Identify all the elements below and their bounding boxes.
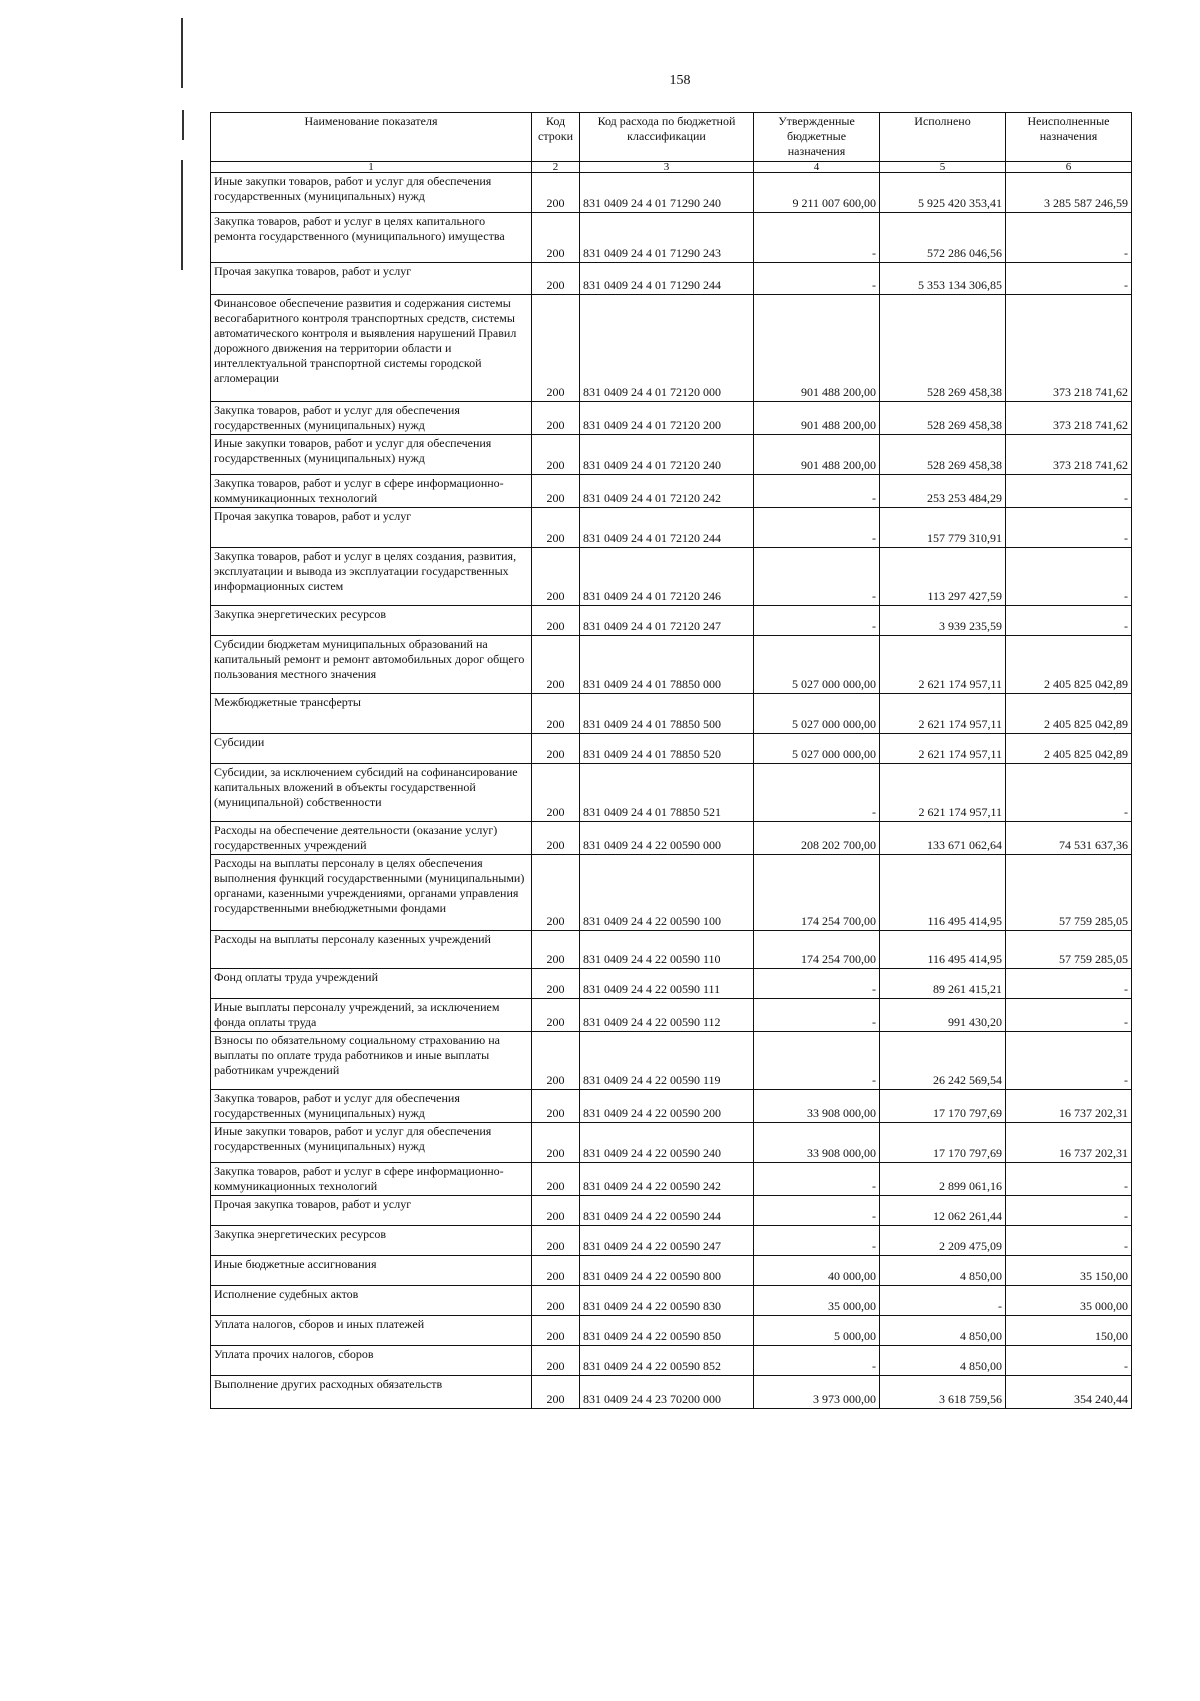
- executed-amount-cell: 991 430,20: [880, 999, 1006, 1032]
- table-row: [211, 764, 1132, 822]
- row-code-cell: 200: [532, 1286, 580, 1316]
- row-code-cell: 200: [532, 822, 580, 855]
- row-code-cell: 200: [532, 1376, 580, 1409]
- approved-amount-cell: -: [754, 213, 880, 263]
- row-code-cell: 200: [532, 931, 580, 969]
- table-header-row: [211, 113, 1132, 162]
- column-header-row-code: Код строки: [532, 113, 580, 162]
- approved-amount-cell: 3 973 000,00: [754, 1376, 880, 1409]
- table-row: [211, 1226, 1132, 1256]
- budget-code-cell: 831 0409 24 4 01 71290 243: [580, 213, 754, 263]
- table-row: [211, 734, 1132, 764]
- budget-execution-table: [210, 112, 1132, 1409]
- unexecuted-amount-cell: -: [1006, 1196, 1132, 1226]
- executed-amount-cell: 5 925 420 353,41: [880, 173, 1006, 213]
- table-body: [211, 173, 1132, 1409]
- executed-amount-cell: 2 209 475,09: [880, 1226, 1006, 1256]
- row-code-cell: 200: [532, 508, 580, 548]
- approved-amount-cell: -: [754, 548, 880, 606]
- budget-code-cell: 831 0409 24 4 01 78850 521: [580, 764, 754, 822]
- approved-amount-cell: 174 254 700,00: [754, 931, 880, 969]
- column-number: 5: [880, 162, 1006, 173]
- unexecuted-amount-cell: -: [1006, 764, 1132, 822]
- unexecuted-amount-cell: 373 218 741,62: [1006, 435, 1132, 475]
- unexecuted-amount-cell: 57 759 285,05: [1006, 855, 1132, 931]
- row-name-cell: Иные закупки товаров, работ и услуг для обеспечения государственных (муниципальных) нужд: [211, 435, 532, 475]
- budget-code-cell: 831 0409 24 4 22 00590 119: [580, 1032, 754, 1090]
- approved-amount-cell: 5 027 000 000,00: [754, 636, 880, 694]
- approved-amount-cell: 208 202 700,00: [754, 822, 880, 855]
- row-name-cell: Закупка товаров, работ и услуг в целях создания, развития, эксплуатации и вывода из эксплуатации государственных информационных систем: [211, 548, 532, 606]
- budget-code-cell: 831 0409 24 4 22 00590 242: [580, 1163, 754, 1196]
- row-code-cell: 200: [532, 969, 580, 999]
- unexecuted-amount-cell: 16 737 202,31: [1006, 1090, 1132, 1123]
- row-name-cell: Фонд оплаты труда учреждений: [211, 969, 532, 999]
- row-name-cell: Закупка товаров, работ и услуг в целях капитального ремонта государственного (муниципального) имущества: [211, 213, 532, 263]
- unexecuted-amount-cell: -: [1006, 1226, 1132, 1256]
- approved-amount-cell: 5 000,00: [754, 1316, 880, 1346]
- approved-amount-cell: 901 488 200,00: [754, 295, 880, 402]
- approved-amount-cell: -: [754, 263, 880, 295]
- table-row: [211, 1196, 1132, 1226]
- table-row: [211, 1123, 1132, 1163]
- unexecuted-amount-cell: -: [1006, 213, 1132, 263]
- executed-amount-cell: 157 779 310,91: [880, 508, 1006, 548]
- unexecuted-amount-cell: 3 285 587 246,59: [1006, 173, 1132, 213]
- row-code-cell: 200: [532, 636, 580, 694]
- approved-amount-cell: 40 000,00: [754, 1256, 880, 1286]
- executed-amount-cell: 528 269 458,38: [880, 402, 1006, 435]
- table-row: [211, 173, 1132, 213]
- unexecuted-amount-cell: -: [1006, 475, 1132, 508]
- column-number: 1: [211, 162, 532, 173]
- row-name-cell: Уплата налогов, сборов и иных платежей: [211, 1316, 532, 1346]
- unexecuted-amount-cell: -: [1006, 1032, 1132, 1090]
- approved-amount-cell: 901 488 200,00: [754, 402, 880, 435]
- table-row: [211, 694, 1132, 734]
- budget-code-cell: 831 0409 24 4 22 00590 111: [580, 969, 754, 999]
- row-code-cell: 200: [532, 402, 580, 435]
- row-code-cell: 200: [532, 475, 580, 508]
- executed-amount-cell: 12 062 261,44: [880, 1196, 1006, 1226]
- column-header-budget-code: Код расхода по бюджетной классификации: [580, 113, 754, 162]
- executed-amount-cell: 4 850,00: [880, 1346, 1006, 1376]
- budget-code-cell: 831 0409 24 4 01 78850 520: [580, 734, 754, 764]
- budget-code-cell: 831 0409 24 4 22 00590 830: [580, 1286, 754, 1316]
- executed-amount-cell: 253 253 484,29: [880, 475, 1006, 508]
- column-number: 3: [580, 162, 754, 173]
- unexecuted-amount-cell: 74 531 637,36: [1006, 822, 1132, 855]
- unexecuted-amount-cell: 2 405 825 042,89: [1006, 636, 1132, 694]
- approved-amount-cell: -: [754, 969, 880, 999]
- budget-code-cell: 831 0409 24 4 22 00590 112: [580, 999, 754, 1032]
- row-name-cell: Субсидии: [211, 734, 532, 764]
- row-name-cell: Финансовое обеспечение развития и содержания системы весогабаритного контроля транспортных средств, системы автоматического контроля и выявления нарушений Правил дорожного движения на территории области и интеллектуальной транспортной системы городской агломерации: [211, 295, 532, 402]
- unexecuted-amount-cell: -: [1006, 999, 1132, 1032]
- scan-artifact-line: [182, 110, 184, 140]
- executed-amount-cell: 4 850,00: [880, 1256, 1006, 1286]
- unexecuted-amount-cell: -: [1006, 263, 1132, 295]
- row-name-cell: Исполнение судебных актов: [211, 1286, 532, 1316]
- page-number: 158: [669, 73, 691, 88]
- column-header-executed: Исполнено: [880, 113, 1006, 162]
- executed-amount-cell: 528 269 458,38: [880, 435, 1006, 475]
- row-code-cell: 200: [532, 1090, 580, 1123]
- table-row: [211, 1032, 1132, 1090]
- row-name-cell: Закупка энергетических ресурсов: [211, 1226, 532, 1256]
- executed-amount-cell: 4 850,00: [880, 1316, 1006, 1346]
- budget-code-cell: 831 0409 24 4 22 00590 800: [580, 1256, 754, 1286]
- row-code-cell: 200: [532, 764, 580, 822]
- unexecuted-amount-cell: 57 759 285,05: [1006, 931, 1132, 969]
- scan-artifact-line: [181, 160, 183, 270]
- row-name-cell: Расходы на выплаты персоналу в целях обеспечения выполнения функций государственными (муниципальными) органами, казенными учреждениями, органами управления государственными внебюджетными фондами: [211, 855, 532, 931]
- executed-amount-cell: 528 269 458,38: [880, 295, 1006, 402]
- executed-amount-cell: -: [880, 1286, 1006, 1316]
- row-code-cell: 200: [532, 295, 580, 402]
- budget-code-cell: 831 0409 24 4 22 00590 850: [580, 1316, 754, 1346]
- row-name-cell: Расходы на обеспечение деятельности (оказание услуг) государственных учреждений: [211, 822, 532, 855]
- row-name-cell: Закупка товаров, работ и услуг для обеспечения государственных (муниципальных) нужд: [211, 1090, 532, 1123]
- row-code-cell: 200: [532, 1123, 580, 1163]
- executed-amount-cell: 116 495 414,95: [880, 855, 1006, 931]
- approved-amount-cell: 174 254 700,00: [754, 855, 880, 931]
- unexecuted-amount-cell: 373 218 741,62: [1006, 295, 1132, 402]
- approved-amount-cell: 5 027 000 000,00: [754, 734, 880, 764]
- row-name-cell: Закупка товаров, работ и услуг в сфере информационно-коммуникационных технологий: [211, 1163, 532, 1196]
- table-row: [211, 1090, 1132, 1123]
- table-row: [211, 435, 1132, 475]
- unexecuted-amount-cell: 35 150,00: [1006, 1256, 1132, 1286]
- table-row: [211, 548, 1132, 606]
- table-row: [211, 1346, 1132, 1376]
- approved-amount-cell: -: [754, 1196, 880, 1226]
- unexecuted-amount-cell: 150,00: [1006, 1316, 1132, 1346]
- budget-code-cell: 831 0409 24 4 01 72120 247: [580, 606, 754, 636]
- budget-code-cell: 831 0409 24 4 01 72120 244: [580, 508, 754, 548]
- unexecuted-amount-cell: 354 240,44: [1006, 1376, 1132, 1409]
- unexecuted-amount-cell: 2 405 825 042,89: [1006, 694, 1132, 734]
- budget-code-cell: 831 0409 24 4 23 70200 000: [580, 1376, 754, 1409]
- approved-amount-cell: 9 211 007 600,00: [754, 173, 880, 213]
- table-row: [211, 606, 1132, 636]
- executed-amount-cell: 116 495 414,95: [880, 931, 1006, 969]
- unexecuted-amount-cell: -: [1006, 969, 1132, 999]
- approved-amount-cell: 33 908 000,00: [754, 1090, 880, 1123]
- row-name-cell: Иные закупки товаров, работ и услуг для обеспечения государственных (муниципальных) нужд: [211, 173, 532, 213]
- table-row: [211, 1163, 1132, 1196]
- row-code-cell: 200: [532, 173, 580, 213]
- unexecuted-amount-cell: 373 218 741,62: [1006, 402, 1132, 435]
- table-row: [211, 636, 1132, 694]
- row-code-cell: 200: [532, 694, 580, 734]
- table-row: [211, 475, 1132, 508]
- row-name-cell: Иные бюджетные ассигнования: [211, 1256, 532, 1286]
- row-name-cell: Прочая закупка товаров, работ и услуг: [211, 263, 532, 295]
- approved-amount-cell: 5 027 000 000,00: [754, 694, 880, 734]
- column-header-name: Наименование показателя: [211, 113, 532, 162]
- budget-code-cell: 831 0409 24 4 01 72120 242: [580, 475, 754, 508]
- row-name-cell: Расходы на выплаты персоналу казенных учреждений: [211, 931, 532, 969]
- row-code-cell: 200: [532, 435, 580, 475]
- table-row: [211, 1316, 1132, 1346]
- approved-amount-cell: 35 000,00: [754, 1286, 880, 1316]
- executed-amount-cell: 17 170 797,69: [880, 1090, 1006, 1123]
- row-code-cell: 200: [532, 1346, 580, 1376]
- unexecuted-amount-cell: -: [1006, 1346, 1132, 1376]
- executed-amount-cell: 26 242 569,54: [880, 1032, 1006, 1090]
- unexecuted-amount-cell: 2 405 825 042,89: [1006, 734, 1132, 764]
- budget-code-cell: 831 0409 24 4 22 00590 240: [580, 1123, 754, 1163]
- row-name-cell: Закупка энергетических ресурсов: [211, 606, 532, 636]
- approved-amount-cell: 33 908 000,00: [754, 1123, 880, 1163]
- executed-amount-cell: 3 939 235,59: [880, 606, 1006, 636]
- approved-amount-cell: -: [754, 1346, 880, 1376]
- executed-amount-cell: 3 618 759,56: [880, 1376, 1006, 1409]
- row-code-cell: 200: [532, 1196, 580, 1226]
- budget-code-cell: 831 0409 24 4 01 72120 246: [580, 548, 754, 606]
- budget-code-cell: 831 0409 24 4 01 72120 240: [580, 435, 754, 475]
- approved-amount-cell: -: [754, 475, 880, 508]
- table-row: [211, 402, 1132, 435]
- executed-amount-cell: 133 671 062,64: [880, 822, 1006, 855]
- executed-amount-cell: 2 621 174 957,11: [880, 636, 1006, 694]
- row-name-cell: Прочая закупка товаров, работ и услуг: [211, 1196, 532, 1226]
- budget-code-cell: 831 0409 24 4 01 72120 200: [580, 402, 754, 435]
- executed-amount-cell: 572 286 046,56: [880, 213, 1006, 263]
- column-header-unexecuted: Неисполненные назначения: [1006, 113, 1132, 162]
- executed-amount-cell: 17 170 797,69: [880, 1123, 1006, 1163]
- table-row: [211, 855, 1132, 931]
- column-number: 6: [1006, 162, 1132, 173]
- budget-code-cell: 831 0409 24 4 22 00590 200: [580, 1090, 754, 1123]
- executed-amount-cell: 5 353 134 306,85: [880, 263, 1006, 295]
- row-code-cell: 200: [532, 855, 580, 931]
- table-row: [211, 999, 1132, 1032]
- executed-amount-cell: 2 899 061,16: [880, 1163, 1006, 1196]
- approved-amount-cell: -: [754, 1163, 880, 1196]
- row-code-cell: 200: [532, 1256, 580, 1286]
- approved-amount-cell: -: [754, 1032, 880, 1090]
- approved-amount-cell: -: [754, 764, 880, 822]
- approved-amount-cell: -: [754, 1226, 880, 1256]
- unexecuted-amount-cell: 16 737 202,31: [1006, 1123, 1132, 1163]
- budget-code-cell: 831 0409 24 4 01 78850 000: [580, 636, 754, 694]
- executed-amount-cell: 2 621 174 957,11: [880, 694, 1006, 734]
- row-name-cell: Иные закупки товаров, работ и услуг для обеспечения государственных (муниципальных) нужд: [211, 1123, 532, 1163]
- table-row: [211, 1286, 1132, 1316]
- row-code-cell: 200: [532, 1226, 580, 1256]
- table-row: [211, 1256, 1132, 1286]
- column-header-approved: Утвержденные бюджетные назначения: [754, 113, 880, 162]
- row-code-cell: 200: [532, 263, 580, 295]
- row-code-cell: 200: [532, 606, 580, 636]
- table-row: [211, 508, 1132, 548]
- table-row: [211, 263, 1132, 295]
- row-name-cell: Закупка товаров, работ и услуг в сфере информационно-коммуникационных технологий: [211, 475, 532, 508]
- executed-amount-cell: 2 621 174 957,11: [880, 734, 1006, 764]
- row-code-cell: 200: [532, 1163, 580, 1196]
- row-code-cell: 200: [532, 1032, 580, 1090]
- column-number: 4: [754, 162, 880, 173]
- approved-amount-cell: -: [754, 508, 880, 548]
- row-name-cell: Межбюджетные трансферты: [211, 694, 532, 734]
- unexecuted-amount-cell: -: [1006, 548, 1132, 606]
- row-code-cell: 200: [532, 999, 580, 1032]
- row-name-cell: Иные выплаты персоналу учреждений, за исключением фонда оплаты труда: [211, 999, 532, 1032]
- column-number: 2: [532, 162, 580, 173]
- unexecuted-amount-cell: -: [1006, 1163, 1132, 1196]
- budget-code-cell: 831 0409 24 4 01 78850 500: [580, 694, 754, 734]
- column-number-row: [211, 162, 1132, 173]
- row-name-cell: Субсидии, за исключением субсидий на софинансирование капитальных вложений в объекты государственной (муниципальной) собственности: [211, 764, 532, 822]
- executed-amount-cell: 89 261 415,21: [880, 969, 1006, 999]
- approved-amount-cell: -: [754, 999, 880, 1032]
- executed-amount-cell: 113 297 427,59: [880, 548, 1006, 606]
- row-code-cell: 200: [532, 213, 580, 263]
- budget-code-cell: 831 0409 24 4 22 00590 000: [580, 822, 754, 855]
- budget-code-cell: 831 0409 24 4 22 00590 110: [580, 931, 754, 969]
- budget-code-cell: 831 0409 24 4 22 00590 247: [580, 1226, 754, 1256]
- approved-amount-cell: 901 488 200,00: [754, 435, 880, 475]
- row-name-cell: Закупка товаров, работ и услуг для обеспечения государственных (муниципальных) нужд: [211, 402, 532, 435]
- table-row: [211, 969, 1132, 999]
- unexecuted-amount-cell: -: [1006, 606, 1132, 636]
- table-row: [211, 1376, 1132, 1409]
- unexecuted-amount-cell: 35 000,00: [1006, 1286, 1132, 1316]
- budget-code-cell: 831 0409 24 4 22 00590 244: [580, 1196, 754, 1226]
- row-name-cell: Выполнение других расходных обязательств: [211, 1376, 532, 1409]
- executed-amount-cell: 2 621 174 957,11: [880, 764, 1006, 822]
- row-code-cell: 200: [532, 1316, 580, 1346]
- table-row: [211, 822, 1132, 855]
- table-row: [211, 213, 1132, 263]
- budget-code-cell: 831 0409 24 4 01 71290 240: [580, 173, 754, 213]
- row-name-cell: Уплата прочих налогов, сборов: [211, 1346, 532, 1376]
- approved-amount-cell: -: [754, 606, 880, 636]
- row-code-cell: 200: [532, 734, 580, 764]
- budget-code-cell: 831 0409 24 4 01 72120 000: [580, 295, 754, 402]
- table-row: [211, 931, 1132, 969]
- budget-code-cell: 831 0409 24 4 22 00590 100: [580, 855, 754, 931]
- row-name-cell: Субсидии бюджетам муниципальных образований на капитальный ремонт и ремонт автомобильных дорог общего пользования местного значения: [211, 636, 532, 694]
- table-row: [211, 295, 1132, 402]
- budget-code-cell: 831 0409 24 4 01 71290 244: [580, 263, 754, 295]
- row-name-cell: Взносы по обязательному социальному страхованию на выплаты по оплате труда работников и иные выплаты работникам учреждений: [211, 1032, 532, 1090]
- row-code-cell: 200: [532, 548, 580, 606]
- budget-code-cell: 831 0409 24 4 22 00590 852: [580, 1346, 754, 1376]
- row-name-cell: Прочая закупка товаров, работ и услуг: [211, 508, 532, 548]
- unexecuted-amount-cell: -: [1006, 508, 1132, 548]
